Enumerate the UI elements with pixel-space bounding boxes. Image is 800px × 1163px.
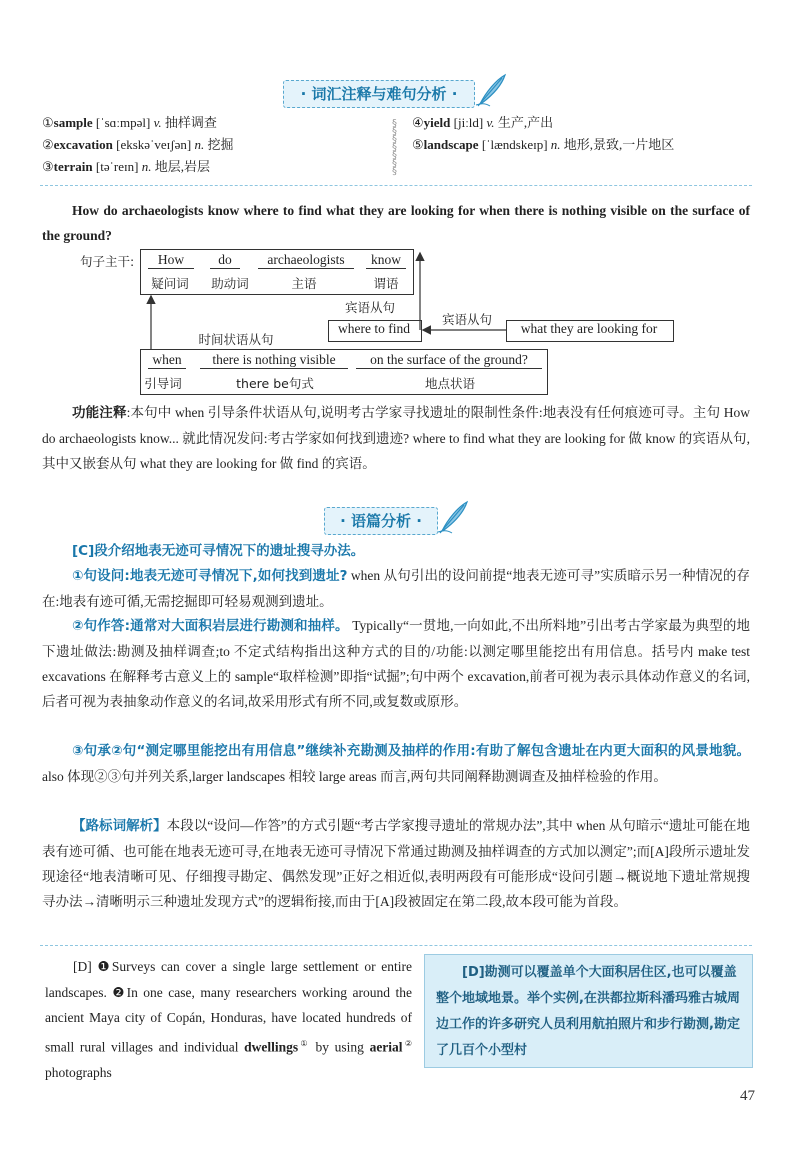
passage-section-header: · 语篇分析 ·: [324, 507, 438, 535]
footnote-marker: ②: [402, 1038, 412, 1048]
main-role: 谓语: [373, 276, 399, 291]
analysis-heading: [C]段介绍地表无迹可寻情况下的遗址搜寻办法。: [72, 543, 365, 559]
main-word: do: [210, 252, 240, 269]
where-to-find: where to find: [338, 321, 410, 336]
main-word: How: [148, 252, 194, 269]
vocab-word: aerial: [369, 1039, 403, 1054]
translation-body: [D]勘测可以覆盖单个大面积居住区,也可以覆盖整个地域地景。举个实例,在洪都拉斯科潘玛雅古城周边工作的许多研究人员利用航拍照片和步行勘测,勘定了几百个小型村: [436, 965, 740, 1058]
analysis-heading: ③句承②句“测定哪里能挖出有用信息”继续补充勘测及抽样的作用:有助了解包含遗址在内更大面积的风景地貌。: [72, 743, 750, 759]
vocab-item: ⑤landscape [ˈlændskeɪp] n. 地形,景致,一片地区: [412, 137, 675, 152]
vocab-item: ②excavation [ekskəˈveɪʃən] n. 挖掘: [42, 137, 234, 152]
vocab-section-header: · 词汇注释与难句分析 ·: [283, 80, 475, 108]
analysis-p3: [42, 613, 750, 714]
bottom-word: on the surface of the ground?: [356, 352, 542, 369]
translation-text: [436, 960, 742, 1064]
divider: [40, 945, 752, 946]
analysis-p1: [42, 538, 750, 564]
sentence-marker: ❷: [112, 984, 127, 1000]
function-note-text: :本句中 when 引导条件状语从句,说明考古学家寻找遗址的限制性条件:地表没有任何痕迹可寻。主句 How do archaeologists know... 就此情况发问:考古学家如何找到遗迹? where to find what they are looking for 做 know 的宾语从句,其中又嵌套从句 what they are looking for 做 find 的宾语。: [42, 405, 750, 471]
vocab-item: ①sample [ˈsɑːmpəl] v. 抽样调查: [42, 115, 217, 130]
bottom-role: there be句式: [236, 376, 314, 391]
vocab-item: ④yield [jiːld] v. 生产,产出: [412, 115, 554, 130]
analysis-text: Typically“一贯地,一向如此,不出所料地”引出考古学家最为典型的地下遗址做法:勘测及抽样调查;to 不定式结构指出这种方式的目的/功能:以测定哪里能挖出有用信息。括号内 make test excavations 在解释考古意义上的 sample“取样检测”即指“试掘”;句中两个 excavation,前者可视为表示具体动作意义的名词,后者可视为表抽象动作意义的名词,故采用形式有所不同,或复数或原形。: [42, 618, 750, 709]
adverbial-clause-label: 时间状语从句: [198, 332, 274, 347]
english-passage: [45, 954, 412, 1085]
analysis-heading: ①句设问:地表无迹可寻情况下,如何找到遗址?: [72, 568, 348, 584]
feather-icon: [436, 499, 470, 535]
difficult-sentence: How do archaeologists know where to find what they are looking for when there is nothing visible on the surface of the ground?: [42, 203, 750, 243]
divider-squiggle: § § § § § § §: [392, 118, 397, 177]
analysis-text: when 从句引出的设问前提“地表无迹可寻”实质暗示另一种情况的存在:地表有迹可循,无需挖掘即可轻易观测到遗址。: [42, 568, 750, 609]
bottom-word: there is nothing visible: [200, 352, 348, 369]
vocab-item: ③terrain [təˈreɪn] n. 地层,岩层: [42, 159, 210, 174]
main-clause-label: 句子主干:: [80, 254, 135, 269]
vocab-word: dwellings: [244, 1039, 299, 1054]
bottom-role: 地点状语: [424, 376, 475, 391]
analysis-text: 本段以“设问—作答”的方式引题“考古学家搜寻遗址的常规办法”,其中 when 从句暗示“遗址可能在地表有迹可循、也可能在地表无迹可寻,在地表无迹可寻情况下常通过勘测及抽样调查的方式加以测定”;而[A]段所示遗址发现途径“地表清晰可见、仔细搜寻勘定、偶然发现”正好之相近似,表明两段有可能形成“设问引题→概说地下遗址常规搜寻办法→清晰明示三种遗址发现方式”的逻辑衔接,而由于[A]段被固定在第二段,故本段可能为首段。: [42, 818, 751, 909]
what-clause: what they are looking for: [520, 321, 658, 336]
object-clause-label: 宾语从句: [344, 300, 395, 315]
analysis-p5: [42, 813, 750, 914]
main-role: 主语: [291, 276, 317, 291]
signpost-label: 【路标词解析】: [72, 818, 167, 834]
analysis-p2: [42, 563, 750, 614]
analysis-heading: ②句作答:通常对大面积岩层进行勘测和抽样。: [72, 618, 349, 634]
sentence-marker: ❶: [97, 959, 112, 974]
sentence-text: In one case, many researchers working around the ancient Maya city of Copán, Honduras, have located hundreds of small rural villages and individual: [45, 984, 413, 1054]
bottom-role: 引导词: [144, 376, 182, 391]
bottom-word: when: [148, 352, 186, 369]
page-number: 47: [740, 1088, 755, 1104]
main-word: know: [366, 252, 406, 269]
sentence-text: photographs: [45, 1064, 112, 1080]
main-role: 助动词: [211, 276, 249, 291]
sentence-text: Surveys can cover a single large settlement or entire landscapes.: [45, 959, 412, 1000]
paragraph-label: [D]: [73, 959, 92, 974]
sentence-text: by using: [309, 1039, 370, 1054]
main-role: 疑问词: [151, 276, 189, 291]
diagram-arrows: [0, 0, 800, 400]
analysis-text: also 体现②③句并列关系,larger landscapes 相较 large areas 而言,两句共同阐释勘测调查及抽样检验的作用。: [42, 769, 667, 784]
function-note-label: 功能注释: [72, 405, 127, 421]
object-clause-label-2: 宾语从句: [441, 312, 492, 327]
main-word: archaeologists: [258, 252, 354, 269]
analysis-p4: [42, 738, 750, 789]
footnote-marker: ①: [298, 1038, 310, 1048]
function-note: [42, 400, 750, 476]
